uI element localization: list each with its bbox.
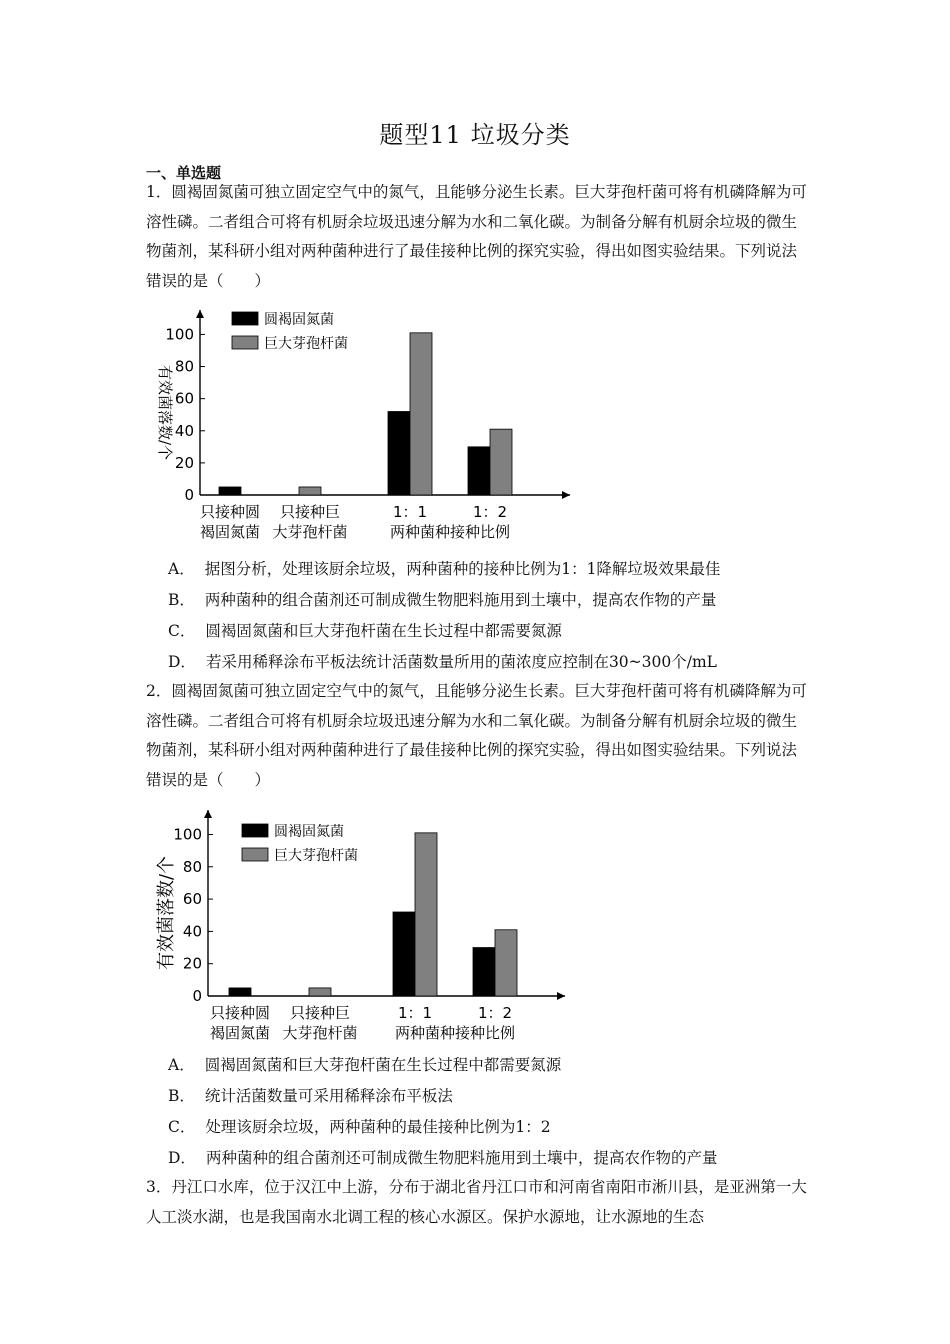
x-category-label: 1：2: [472, 503, 508, 521]
x-category-label: 大芽孢杆菌: [282, 1024, 358, 1042]
question-2-option-b[interactable]: [168, 1086, 453, 1106]
y-axis-arrow: [196, 310, 204, 318]
option-letter: A．: [168, 1056, 195, 1074]
x-category-label: 只接种圆: [199, 503, 261, 521]
question-number: 3．: [146, 1178, 172, 1196]
y-tick-label: 40: [182, 922, 202, 941]
x-axis-arrow: [562, 491, 570, 499]
option-text: 圆褐固氮菌和巨大芽孢杆菌在生长过程中都需要氮源: [204, 1056, 562, 1074]
option-letter: B．: [168, 1087, 195, 1105]
x-axis-arrow: [557, 992, 565, 1000]
option-letter: C．: [168, 1118, 196, 1136]
x-category-label: 1：2: [477, 1004, 513, 1022]
legend-swatch: [232, 336, 258, 349]
x-group-label: 两种菌种接种比例: [389, 523, 511, 541]
bar-azotobacter: [393, 912, 415, 996]
bar-azotobacter: [468, 447, 490, 495]
option-text: 据图分析，处理该厨余垃圾，两种菌种的接种比例为1：1降解垃圾效果最佳: [204, 560, 721, 578]
option-letter: B．: [168, 591, 195, 609]
y-axis-label: 有效菌落数/个: [156, 364, 174, 461]
question-2-stem: [146, 677, 810, 795]
x-category-label: 褐固氮菌: [199, 523, 261, 541]
bar-bacillus: [490, 429, 512, 495]
option-letter: C．: [168, 622, 196, 640]
x-category-label: 只接种巨: [279, 503, 341, 521]
bar-azotobacter: [219, 487, 241, 495]
x-group-label: 两种菌种接种比例: [394, 1024, 516, 1042]
question-1-option-a[interactable]: [168, 559, 720, 579]
y-tick-label: 0: [184, 486, 194, 504]
option-text: 两种菌种的组合菌剂还可制成微生物肥料施用到土壤中，提高农作物的产量: [204, 591, 717, 609]
y-tick-label: 80: [182, 857, 202, 876]
x-category-label: 大芽孢杆菌: [272, 523, 348, 541]
bar-bacillus: [410, 333, 432, 495]
question-2-option-a[interactable]: [168, 1055, 561, 1075]
option-text: 处理该厨余垃圾，两种菌种的最佳接种比例为1：2: [205, 1118, 551, 1136]
question-1-option-d[interactable]: [168, 652, 717, 672]
bar-bacillus: [415, 833, 437, 996]
bar-azotobacter: [388, 412, 410, 496]
legend-swatch: [232, 312, 258, 325]
question-text: 圆褐固氮菌可独立固定空气中的氮气，且能够分泌生长素。巨大芽孢杆菌可将有机磷降解为可溶性磷。二者组合可将有机厨余垃圾迅速分解为水和二氧化碳。为制备分解有机厨余垃圾的微生物菌剂，某科研小组对两种菌种进行了最佳接种比例的探究实验，得出如图实验结果。下列说法错误的是（ ）: [146, 183, 807, 290]
question-1-option-c[interactable]: [168, 621, 562, 641]
option-text: 统计活菌数量可采用稀释涂布平板法: [204, 1087, 453, 1105]
y-tick-label: 100: [165, 325, 194, 344]
bar-bacillus: [495, 930, 517, 996]
question-text: 圆褐固氮菌可独立固定空气中的氮气，且能够分泌生长素。巨大芽孢杆菌可将有机磷降解为可溶性磷。二者组合可将有机厨余垃圾迅速分解为水和二氧化碳。为制备分解有机厨余垃圾的微生物菌剂，某科研小组对两种菌种进行了最佳接种比例的探究实验，得出如图实验结果。下列说法错误的是（ ）: [146, 682, 807, 789]
legend-label: 巨大芽孢杆菌: [274, 848, 358, 864]
y-tick-label: 20: [174, 453, 194, 472]
option-letter: A．: [168, 560, 195, 578]
question-3-stem: [146, 1173, 810, 1232]
question-number: 1．: [146, 183, 172, 201]
y-tick-label: 40: [174, 421, 194, 440]
section-heading: 一、单选题: [146, 164, 222, 182]
legend-swatch: [242, 848, 268, 861]
question-2-option-d[interactable]: [168, 1148, 717, 1168]
legend-label: 圆褐固氮菌: [264, 312, 334, 328]
question-number: 2．: [146, 682, 172, 700]
question-2-option-c[interactable]: [168, 1117, 551, 1137]
y-tick-label: 0: [192, 987, 202, 1005]
legend-swatch: [242, 824, 268, 837]
legend-label: 圆褐固氮菌: [274, 824, 344, 840]
y-tick-label: 80: [174, 357, 194, 376]
question-1-stem: [146, 178, 810, 296]
y-axis-label: 有效菌落数/个: [156, 855, 177, 971]
option-letter: D．: [168, 653, 196, 671]
bar-azotobacter: [473, 948, 495, 996]
option-text: 两种菌种的组合菌剂还可制成微生物肥料施用到土壤中，提高农作物的产量: [205, 1149, 718, 1167]
option-text: 圆褐固氮菌和巨大芽孢杆菌在生长过程中都需要氮源: [205, 622, 562, 640]
bar-bacillus: [299, 487, 321, 495]
option-text: 若采用稀释涂布平板法统计活菌数量所用的菌浓度应控制在30~300个/mL: [205, 653, 717, 671]
bar-azotobacter: [229, 988, 251, 996]
question-text: 丹江口水库，位于汉江中上游，分布于湖北省丹江口市和河南省南阳市淅川县，是亚洲第一大人工淡水湖，也是我国南水北调工程的核心水源区。保护水源地，让水源地的生态: [146, 1178, 807, 1226]
question-1-option-b[interactable]: [168, 590, 716, 610]
x-category-label: 只接种巨: [289, 1004, 351, 1022]
x-category-label: 褐固氮菌: [209, 1024, 271, 1042]
legend-label: 巨大芽孢杆菌: [264, 336, 348, 352]
x-category-label: 1：1: [397, 1004, 433, 1022]
bar-chart-2: [150, 804, 590, 1044]
page-title: 题型11 垃圾分类: [379, 121, 571, 149]
bar-bacillus: [309, 988, 331, 996]
y-tick-label: 20: [182, 954, 202, 973]
bar-chart-1: [140, 300, 590, 550]
y-tick-label: 60: [174, 389, 194, 408]
x-category-label: 1：1: [392, 503, 428, 521]
x-category-label: 只接种圆: [209, 1004, 271, 1022]
option-letter: D．: [168, 1149, 196, 1167]
y-axis-arrow: [204, 810, 212, 818]
y-tick-label: 60: [182, 890, 202, 909]
y-tick-label: 100: [173, 825, 202, 844]
